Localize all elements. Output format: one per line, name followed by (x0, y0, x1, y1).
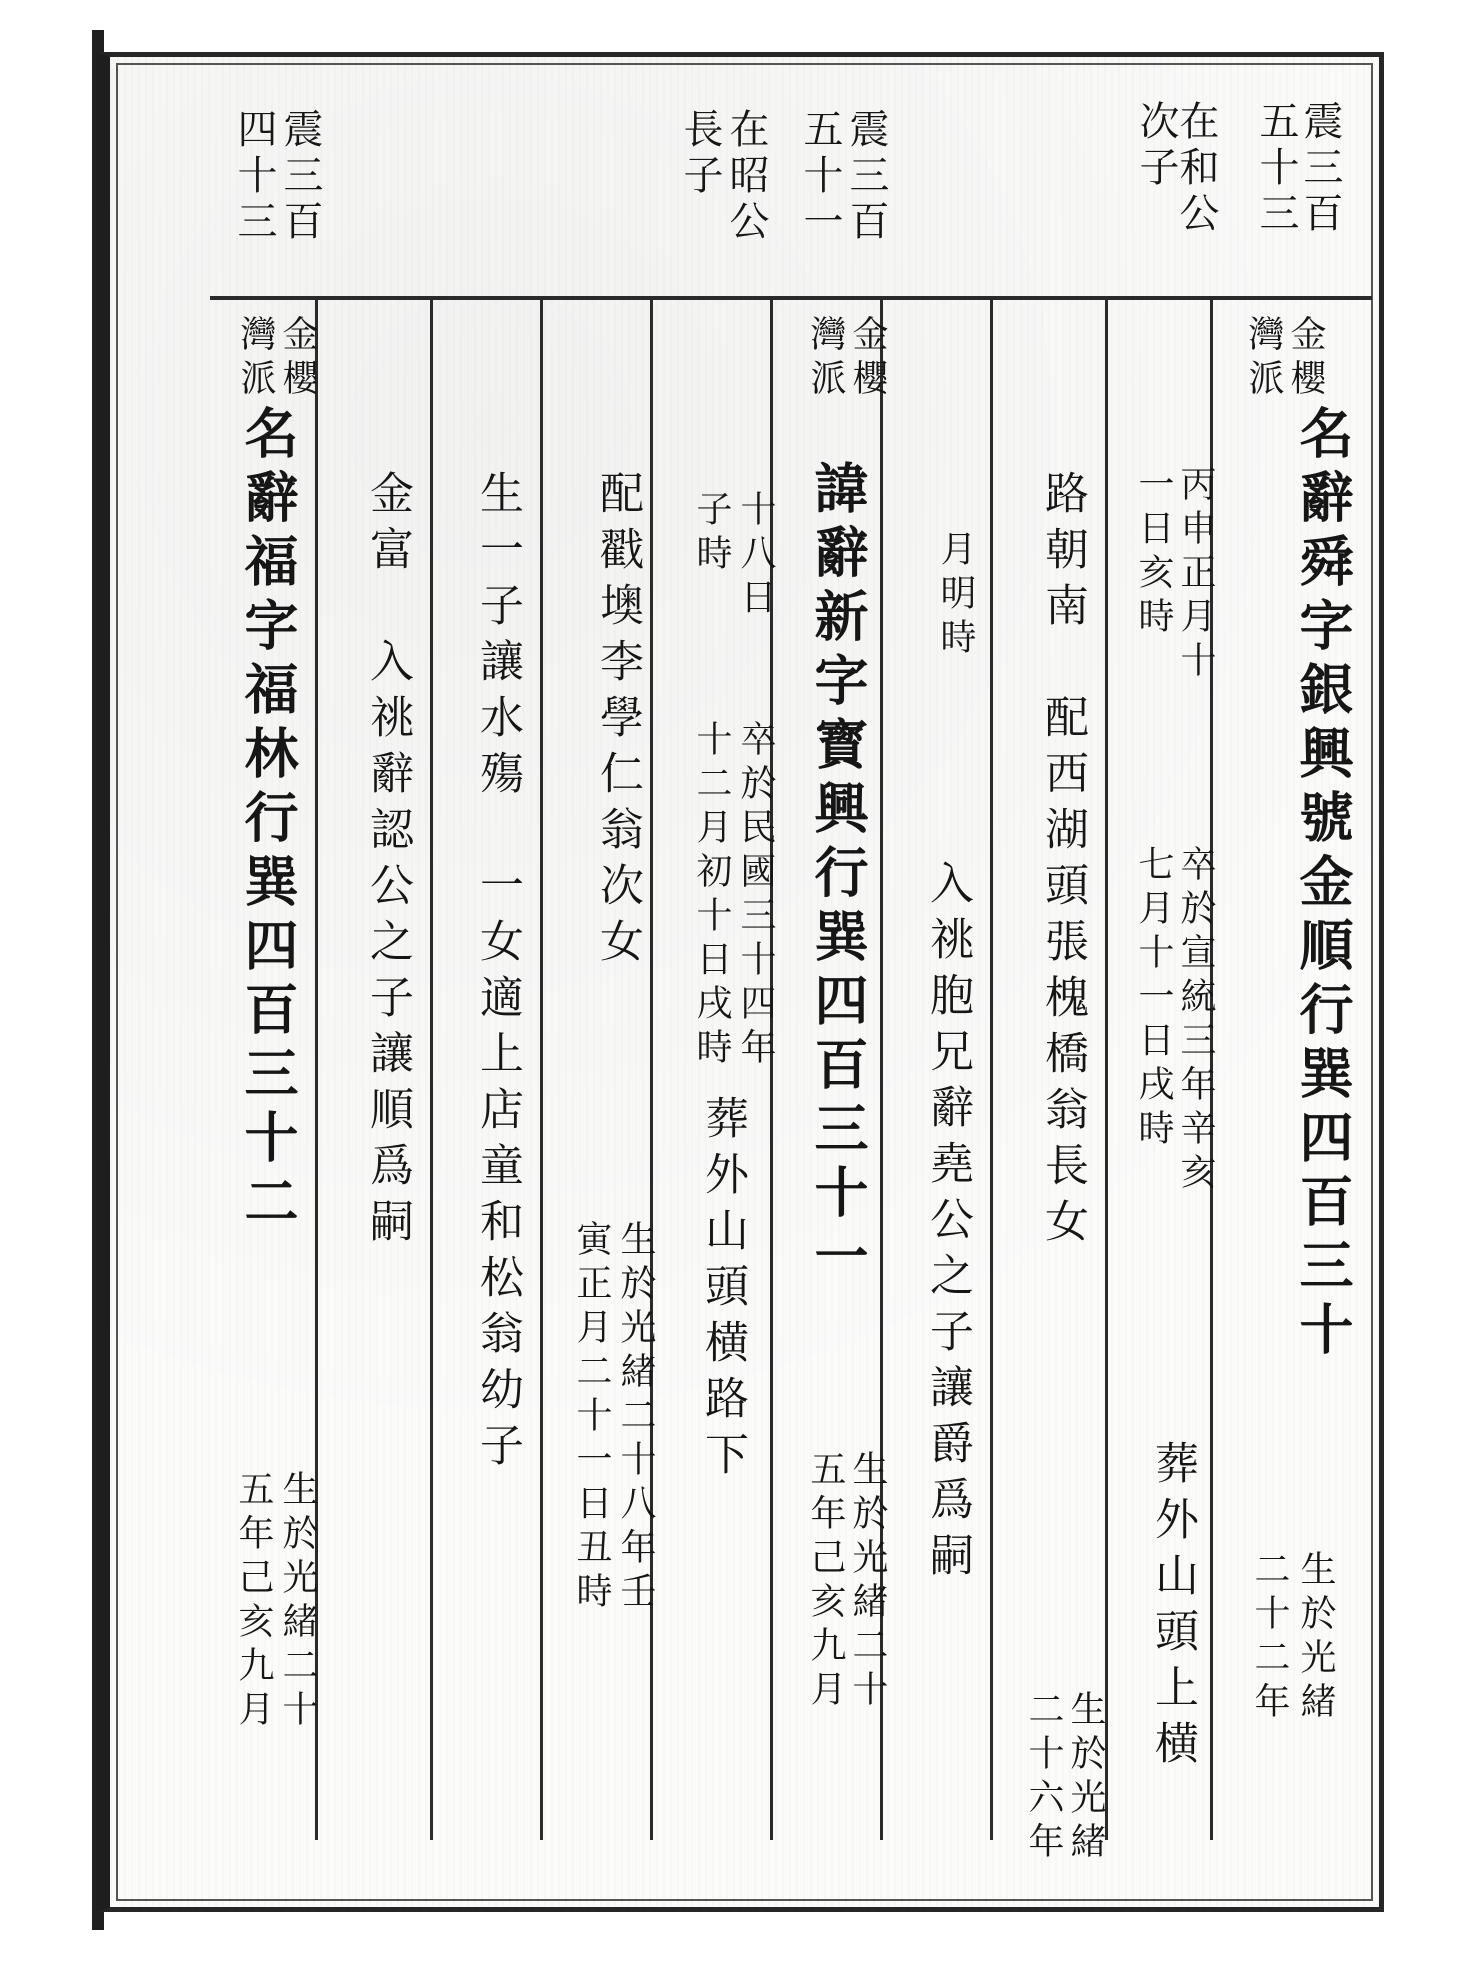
entry2-name-line: 諱辭新字寳興行巽四百三十一 (806, 460, 870, 1292)
top-entry2-line3: 在昭公 (723, 108, 769, 246)
entry1-birth-1: 生於光緒 (1295, 1550, 1336, 1726)
top-row-divider (210, 296, 1372, 300)
entry1-death-2: 一日亥時 (1133, 465, 1174, 641)
top-entry3-line1: 震三百 (277, 108, 323, 246)
top-entry1-line4: 次子 (1133, 100, 1179, 192)
entry3-branch-2: 灣派 (235, 315, 276, 403)
entry2-death-4: 十二月初十日戌時 (691, 720, 732, 1072)
entry2-death-1: 十八日 (735, 490, 776, 622)
top-entry1-line1: 震三百 (1297, 100, 1343, 238)
entry1-death-4: 七月十一日戌時 (1133, 845, 1174, 1153)
entry3-birth-2: 五年己亥九月 (233, 1470, 274, 1734)
entry2-spouse-birth-1: 生於光緒二十八年壬 (615, 1220, 656, 1616)
entry2-burial: 葬外山頭横路下 (697, 1095, 748, 1487)
top-entry1-line2: 五十三 (1253, 100, 1299, 238)
column-rule (430, 300, 433, 1840)
top-entry1-line3: 在和公 (1173, 100, 1219, 238)
entry2-death-2: 子時 (691, 490, 732, 578)
entry2-death-3: 卒於民國三十四年 (735, 720, 776, 1072)
top-entry2-line4: 長子 (677, 108, 723, 200)
entry2-branch-2: 灣派 (805, 315, 846, 403)
entry1-branch-2: 灣派 (1243, 315, 1284, 403)
top-entry2-line1: 震三百 (843, 108, 889, 246)
entry2-birth-1: 生於光緒二十 (847, 1450, 888, 1714)
entry2-spouse: 配戳墺李學仁翁次女 (592, 470, 643, 974)
column-rule (540, 300, 543, 1840)
entry3-birth-1: 生於光緒二十 (277, 1470, 318, 1734)
entry1-death-3: 卒於宣統三年辛亥 (1175, 845, 1216, 1197)
entry1-name-line: 名辭舜字銀興號金順行巽四百三十 (1291, 405, 1355, 1365)
entry2-spouse-birth-2: 寅正月二十一日丑時 (571, 1220, 612, 1616)
top-entry3-line2: 四十三 (231, 108, 277, 246)
column-rule (990, 300, 993, 1840)
entry1-adoption-prefix: 月明時 (935, 530, 976, 662)
entry2-branch-1: 金櫻 (847, 315, 888, 403)
entry1-birth-2: 二十二年 (1249, 1550, 1290, 1726)
entry2-birth-2: 五年己亥九月 (805, 1450, 846, 1714)
entry1-adoption: 入祧胞兄辭堯公之子讓爵爲嗣 (922, 860, 973, 1588)
entry1-death-1: 丙申正月十 (1175, 465, 1216, 685)
entry3-name-line: 名辭福字福林行巽四百三十二 (236, 405, 300, 1237)
entry1-spouse-birth-2: 二十六年 (1023, 1690, 1064, 1866)
entry3-branch-1: 金櫻 (277, 315, 318, 403)
top-entry2-line2: 五十一 (797, 108, 843, 246)
entry2-children: 生一子讓水殤 一女適上店童和松翁幼子 (472, 470, 523, 1478)
entry1-spouse-birth-1: 生於光緒 (1065, 1690, 1106, 1866)
entry1-branch-1: 金櫻 (1285, 315, 1326, 403)
column-rule (1105, 300, 1108, 1840)
entry2-adoption: 金富 入祧辭認公之子讓順爲嗣 (362, 470, 413, 1254)
entry1-burial: 葬外山頭上横 (1147, 1440, 1198, 1776)
entry1-spouse: 路朝南 配西湖頭張槐橋翁長女 (1037, 470, 1088, 1254)
